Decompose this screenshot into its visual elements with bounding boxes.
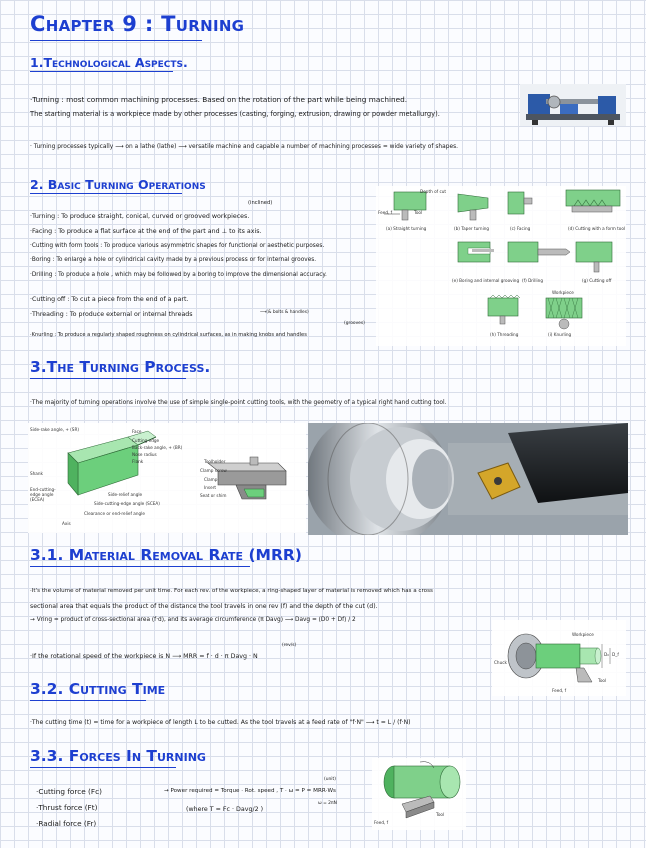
knurling-note: (grooves) [344,321,365,326]
force-radial: ·Radial force (Fr) [36,819,97,828]
mrr-tool-label: Tool [598,678,607,683]
power-required: → Power required = Torque · Rot. speed , T · ω = P = MRR·Ws [164,788,336,794]
mrr-d0-label: D₀ [604,652,609,657]
mrr-figure [492,620,626,696]
s31-line-2: sectional area that equals the product of the distance the tool travels in one rev (f) and the depth of the cut (d). [30,603,378,610]
fig-caption-i: (i) Knurling [548,332,572,337]
fig-caption-a: (a) Straight turning [386,226,427,231]
turning-photo [308,423,628,535]
mrr-df-label: D_f [612,652,619,657]
side-relief-label: Side-relief angle [108,492,143,497]
section-3-3-title: 3.3. Forces In Turning [30,747,206,765]
op-cutting-off: ·Cutting off : To cut a piece from the end of a part. [30,296,189,303]
revs-note: (rev/s) [282,643,297,648]
fig-workpiece-label: Workpiece [552,290,574,295]
fig-caption-f: (f) Drilling [522,278,543,283]
fig-caption-b: (b) Taper turning [454,226,490,231]
s32-line-1: ·The cutting time (t) = time for a workpiece of length L to be cutted. As the tool travels at a feed rate of "f·N" ⟶ t = L / (f·N) [30,719,411,726]
force-cutting: ·Cutting force (Fc) [36,787,102,796]
s31-line-4: ·If the rotational speed of the workpiece is N ⟶ MRR = f · d · π Davg · N [30,653,258,660]
forces-tool-label: Tool [436,812,445,817]
section-3-2-title: 3.2. Cutting Time [30,680,166,698]
fig-tool-label: Tool [414,210,423,215]
cutting-tool-diagram [28,423,306,533]
op-form-tools: ·Cutting with form tools : To produce various asymmetric shapes for functional or aesthetic purposes. [30,243,325,249]
s1-line-2: The starting material is a workpiece made by other processes (casting, forging, extrusion, drawing or powder metallurgy). [30,110,440,118]
s31-line-3: → Vring = product of cross-sectional area (f·d), and its average circumference (π Davg) ⟶ Davg = (D0 + Df) / 2 [30,617,356,623]
op-turning: ·Turning : To produce straight, conical, curved or grooved workpieces. [30,213,250,220]
force-thrust: ·Thrust force (Ft) [36,803,98,812]
s1-line-3: · Turning processes typically ⟶ on a lathe (lathe) ⟶ versatile machine and capable a number of machining processes = wide variety of shapes. [30,144,459,150]
op-drilling: ·Drilling : To produce a hole , which may be followed by a boring to improve the dimensional accuracy. [30,272,327,278]
inclined-note: (inclined) [248,200,273,206]
clearance-label: Clearance or end-relief angle [84,511,145,516]
ecea-label: End-cutting-edge angle (ECEA) [30,487,56,502]
op-facing: ·Facing : To produce a flat surface at the end of the part and ⊥ to its axis. [30,228,262,235]
seat-label: Seat or shim [200,493,227,498]
forces-figure [372,758,466,830]
op-knurling: ·Knurling : To produce a regularly shaped roughness on cylindrical surfaces, as in making knobs and handles [30,332,307,338]
cutting-edge-label: Cutting edge [132,438,160,443]
s1-line-1: ·Turning : most common machining processes. Based on the rotation of the part while being machined. [30,95,408,104]
toolholder-label: Toolholder [204,459,226,464]
chapter-title: Chapter 9 : Turning [30,12,245,36]
threading-note: ⟶(& bolts & handles) [260,310,309,315]
fig-feed-label: Feed, f [378,210,393,215]
fig-caption-e: (e) Boring and internal grooving [452,278,520,283]
torque-where: (where T = Fc · Davg/2 ) [186,806,264,813]
section-3-1-title: 3.1. Material Removal Rate (MRR) [30,546,302,564]
s31-line-1: ·It's the volume of material removed per unit time. For each rev. of the workpiece, a ring-shaped layer of material is removed which has a cross [30,588,433,594]
section-2-title: 2. Basic Turning Operations [30,177,206,192]
section-1-underline [30,71,173,72]
forces-feed-label: Feed, f [374,820,389,825]
mrr-feed-label: Feed, f [552,688,567,693]
axis-label: Axis [62,521,71,526]
s3-line-1: ·The majority of turning operations involve the use of simple single-point cutting tools, with the geometry of a typical right hand cutting tool. [30,400,447,406]
insert-label: Insert [204,485,217,490]
section-3-3-underline [30,767,176,768]
fig-depth-label: Depth of cut [420,189,447,194]
face-label: Face [132,429,142,434]
section-3-1-underline [30,566,250,567]
clamp-label: Clamp [204,477,218,482]
shank-label: Shank [30,471,43,476]
section-3-underline [30,378,186,379]
omega-note: ω = 2πN [318,801,337,806]
side-rake-label: Side-rake angle, + (SR) [30,427,79,432]
chapter-title-underline [30,40,202,41]
section-2-underline [30,193,182,194]
back-rake-label: Back-rake angle, + (BR) [132,445,183,450]
section-3-title: 3.The Turning Process. [30,358,211,376]
mrr-workpiece-label: Workpiece [572,632,594,637]
turning-operations-figure [376,186,626,346]
lathe-photo [520,84,626,126]
section-1-title: 1.Technological Aspects. [30,55,188,70]
section-3-2-underline [30,700,146,701]
fig-caption-g: (g) Cutting off [582,278,612,283]
mrr-chuck-label: Chuck [494,660,507,665]
flank-label: Flank [132,459,144,464]
fig-caption-c: (c) Facing [510,226,531,231]
op-threading: ·Threading : To produce external or internal threads [30,311,193,318]
fig-caption-d: (d) Cutting with a form tool [568,226,626,231]
op-boring: ·Boring : To enlarge a hole or cylindrical cavity made by a previous process or for internal grooves. [30,257,317,263]
clamp-screw-label: Clamp screw [200,468,227,473]
nose-radius-label: Nose radius [132,452,157,457]
ws-note: (unit) [324,777,336,782]
scea-label: Side-cutting-edge angle (SCEA) [94,501,160,506]
fig-caption-h: (h) Threading [490,332,519,337]
